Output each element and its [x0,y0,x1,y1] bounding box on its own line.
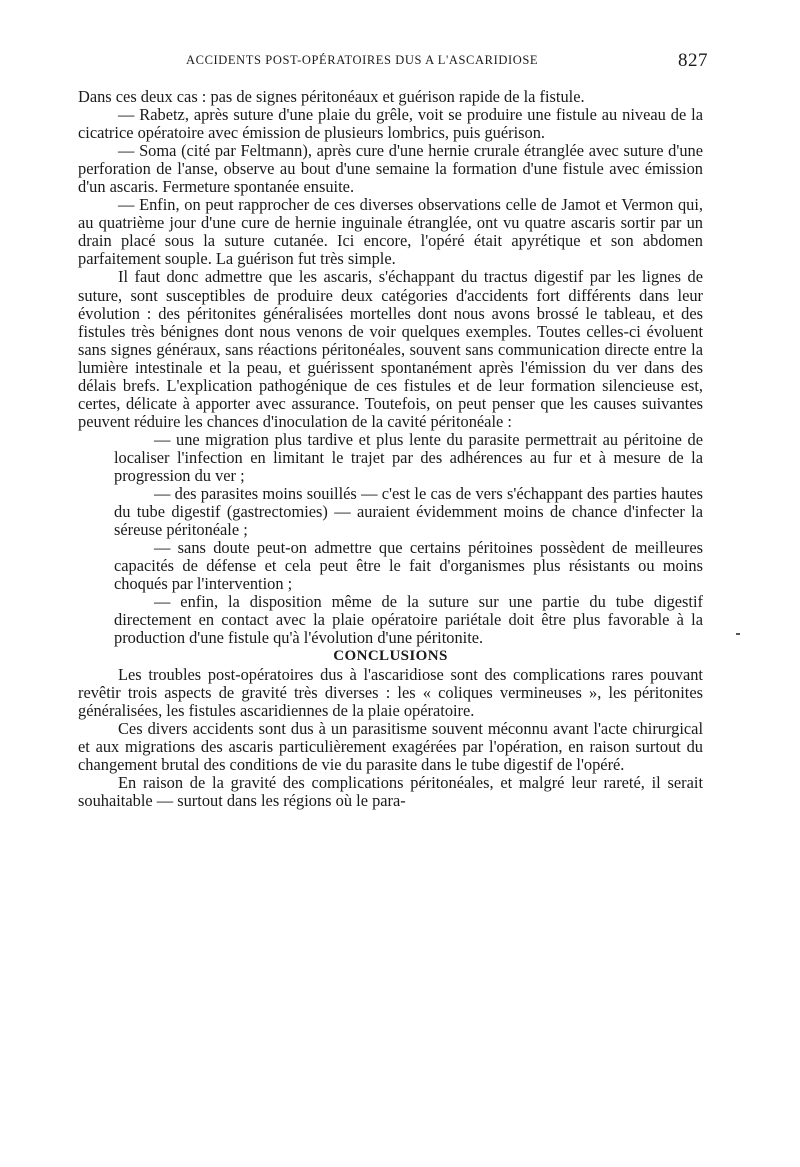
section-heading: CONCLUSIONS [333,648,448,665]
body-text [78,88,703,810]
list-item: — une migration plus tardive et plus lente du parasite permettrait au péritoine de localiser l'infection en limitant le trajet par des adhérences au fur et à mesure de la progression du ver ; [114,429,703,485]
paragraph: Il faut donc admettre que les ascaris, s'échappant du tractus digestif par les lignes de suture, sont susceptibles de produire deux catégories d'accidents fort différents dans leur évolution : des péritonites généralisées mortelles dont nous avons brossé le tableau, et des fistules très bénignes dont nous venons de voir quelques exemples. Toutes celles-ci évoluent sans signes généraux, sans réactions péritonéales, souvent sans communication directe entre la lumière intestinale et la peau, et guérissent spontanément après l'émission du ver dans des délais brefs. L'explication pathogénique de ces fistules et de leur formation silencieuse est, certes, délicate à apporter avec assurance. Toutefois, on peut penser que les causes suivantes peuvent réduire les chances d'inoculation de la cavité péritonéale : [78,267,703,431]
list-item: — des parasites moins souillés — c'est le cas de vers s'échappant des parties hautes du tube digestif (gastrectomies) — auraient évidemment moins de chance d'infecter la séreuse péritonéale ; [114,484,703,540]
paragraph: Dans ces deux cas : pas de signes péritonéaux et guérison rapide de la fistule. [78,87,585,106]
paragraph: En raison de la gravité des complications péritonéales, et malgré leur rareté, il serait souhaitable — surtout dans les régions où le para- [78,772,703,810]
list-item: — sans doute peut-on admettre que certains péritoines possèdent de meilleures capacités de défense et cela peut être le fait d'organismes plus résistants ou moins choqués par l'intervention ; [114,538,703,594]
list-item: — enfin, la disposition même de la suture sur une partie du tube digestif directement en contact avec la plaie opératoire pariétale doit être plus favorable à la production d'une fistule qu'à l'évolution d'une péritonite. [114,592,703,648]
paragraph: — Rabetz, après suture d'une plaie du grêle, voit se produire une fistule au niveau de la cicatrice opératoire avec émission de plusieurs lombrics, puis guérison. [78,105,703,143]
paragraph: Les troubles post-opératoires dus à l'ascaridiose sont des complications rares pouvant revêtir trois aspects de gravité très diverses : les « coliques vermineuses », les péritonites généralisées, les fistules ascaridiennes de la plaie opératoire. [78,664,703,720]
running-title: ACCIDENTS POST-OPÉRATOIRES DUS A L'ASCARIDIOSE [186,53,539,67]
paragraph: Ces divers accidents sont dus à un parasitisme souvent méconnu avant l'acte chirurgical et aux migrations des ascaris particulièrement exagérées par l'opération, en raison surtout du changement brutal des conditions de vie du parasite dans le tube digestif de l'opéré. [78,718,703,774]
paragraph: — Enfin, on peut rapprocher de ces diverses observations celle de Jamot et Vermon qui, au quatrième jour d'une cure de hernie inguinale étranglée, ont vu quatre ascaris sortir par un drain placé sous la suture cutanée. Ici encore, l'opéré était apyrétique et son abdomen parfaitement souple. La guérison fut très simple. [78,195,703,269]
margin-mark [736,633,740,635]
cause-list [78,431,703,648]
paragraph: — Soma (cité par Feltmann), après cure d'une hernie crurale étranglée avec suture d'une perforation de l'anse, observe au bout d'une semaine la formation d'une fistule avec émission d'un ascaris. Fermeture spontanée ensuite. [78,141,703,197]
page-number: 827 [678,50,708,71]
running-head [78,50,708,74]
